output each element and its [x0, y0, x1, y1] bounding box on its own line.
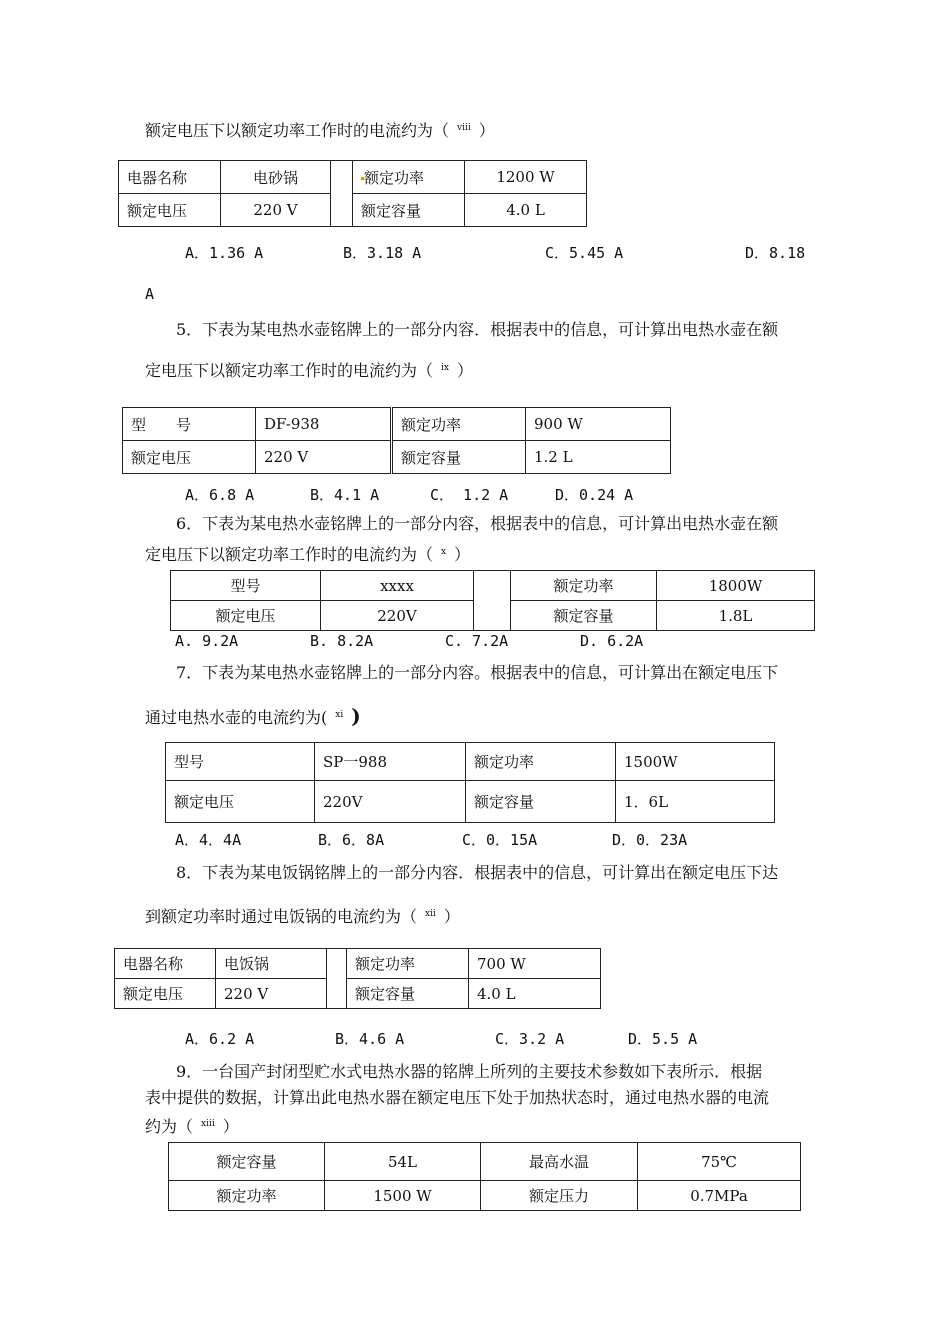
q6-line1: 6．下表为某电热水壶铭牌上的一部分内容，根据表中的信息，可计算出电热水壶在额 [176, 514, 779, 533]
table-cell: 700 W [469, 949, 601, 979]
q7-table [165, 742, 775, 823]
q8-table [114, 948, 601, 1009]
table-cell: 额定电压 [119, 194, 221, 227]
table-cell: 额定电压 [166, 781, 315, 823]
q5-table [122, 407, 671, 474]
table-cell [331, 161, 353, 227]
table-row [171, 571, 815, 601]
table-cell: 220 V [216, 979, 327, 1009]
q6-table [170, 570, 815, 631]
table-cell: 最高水温 [481, 1143, 638, 1181]
q8-option-d: D．5.5 A [628, 1030, 698, 1048]
table-cell: 220V [321, 601, 474, 631]
q5-option-a: A．6.8 A [185, 486, 255, 504]
table-cell: 额定电压 [115, 979, 216, 1009]
table-cell: 额定容量 [466, 781, 616, 823]
table-cell: 额定容量 [169, 1143, 325, 1181]
table-cell: 额定功率 [347, 949, 469, 979]
table-row [123, 408, 671, 441]
q9-table [168, 1142, 801, 1211]
q5-option-c: C． 1.2 A [430, 486, 509, 504]
table-cell: 220 V [221, 194, 331, 227]
table-cell: 0.7MPa [638, 1181, 801, 1211]
table-row [123, 441, 671, 474]
table-cell: xxxx [321, 571, 474, 601]
table-cell: 1500W [616, 743, 775, 781]
table-cell: 额定电压 [123, 441, 256, 474]
table-cell: 额定容量 [347, 979, 469, 1009]
table-cell: 900 W [526, 408, 671, 441]
table-cell: 1.8L [657, 601, 815, 631]
q4-text: 额定电压下以额定功率工作时的电流约为（ $^{viii}$ ） [145, 121, 495, 140]
table-row [115, 949, 601, 979]
table-cell: 75℃ [638, 1143, 801, 1181]
table-cell: 额定功率 [511, 571, 657, 601]
table-cell: 54L [325, 1143, 481, 1181]
table-row [119, 161, 587, 194]
table-cell: 额定功率 [392, 408, 526, 441]
q6-option-d: D. 6.2A [580, 632, 644, 650]
q6-line2: 定电压下以额定功率工作时的电流约为（ $^x$ ） [145, 545, 471, 564]
table-cell: 额定容量 [353, 194, 465, 227]
q4-option-b: B．3.18 A [343, 244, 422, 262]
table-cell: 电器名称 [115, 949, 216, 979]
table-cell: SP一988 [315, 743, 466, 781]
table-cell: 4.0 L [465, 194, 587, 227]
q8-option-c: C．3.2 A [495, 1030, 565, 1048]
table-cell: 1800W [657, 571, 815, 601]
q6-option-c: C. 7.2A [445, 632, 509, 650]
q8-line2: 到额定功率时通过电饭锅的电流约为（ $^{xii}$ ） [145, 907, 460, 926]
table-cell: 1．6L [616, 781, 775, 823]
table-cell: 1500 W [325, 1181, 481, 1211]
table-cell: 1200 W [465, 161, 587, 194]
table-cell: 型号 [166, 743, 315, 781]
table-cell: 额定功率 [466, 743, 616, 781]
table-row [166, 743, 775, 781]
table-cell: 额定容量 [511, 601, 657, 631]
table-cell: 额定功率 [353, 161, 465, 194]
table-cell: 电砂锅 [221, 161, 331, 194]
q7-option-d: D．0．23A [612, 831, 688, 849]
table-cell: 220V [315, 781, 466, 823]
q8-line1: 8．下表为某电饭锅铭牌上的一部分内容．根据表中的信息，可计算出在额定电压下达 [176, 863, 779, 882]
table-row [115, 979, 601, 1009]
q5-line1: 5．下表为某电热水壶铭牌上的一部分内容．根据表中的信息，可计算出电热水壶在额 [176, 320, 779, 339]
table-cell: 电器名称 [119, 161, 221, 194]
q9-line3: 约为（ $^{xiii}$ ） [145, 1117, 239, 1136]
q7-line1: 7．下表为某电热水壶铭牌上的一部分内容。根据表中的信息，可计算出在额定电压下 [176, 663, 779, 682]
table-cell [474, 571, 511, 631]
table-cell: 电饭锅 [216, 949, 327, 979]
q4-option-d-wrap: A [145, 285, 155, 303]
table-row [169, 1143, 801, 1181]
table-cell: 型 号 [123, 408, 256, 441]
table-cell: 220 V [256, 441, 392, 474]
table-cell: 额定功率 [169, 1181, 325, 1211]
q5-option-b: B．4.1 A [310, 486, 380, 504]
q7-option-c: C．0．15A [462, 831, 538, 849]
q7-line2: 通过电热水壶的电流约为( $^{xi}$ ) [145, 704, 361, 728]
q5-option-d: D．0.24 A [555, 486, 634, 504]
table-cell: 1.2 L [526, 441, 671, 474]
table-cell: 额定电压 [171, 601, 321, 631]
table-cell: 4.0 L [469, 979, 601, 1009]
q5-line2: 定电压下以额定功率工作时的电流约为（ $^{ix}$ ） [145, 361, 473, 380]
q6-option-b: B. 8.2A [310, 632, 374, 650]
q7-option-a: A．4．4A [175, 831, 242, 849]
q4-option-c: C．5.45 A [545, 244, 624, 262]
table-cell: 额定容量 [392, 441, 526, 474]
table-row [169, 1181, 801, 1211]
table-row [166, 781, 775, 823]
table-cell: DF-938 [256, 408, 392, 441]
q4-table [118, 160, 587, 227]
q9-line1: 9．一台国产封闭型贮水式电热水器的铭牌上所列的主要技术参数如下表所示．根据 [176, 1062, 763, 1081]
q8-option-a: A．6.2 A [185, 1030, 255, 1048]
q4-option-a: A．1.36 A [185, 244, 264, 262]
table-cell: 型号 [171, 571, 321, 601]
table-row [119, 194, 587, 227]
q6-option-a: A. 9.2A [175, 632, 239, 650]
q7-option-b: B．6．8A [318, 831, 385, 849]
q8-option-b: B．4.6 A [335, 1030, 405, 1048]
table-cell: 额定压力 [481, 1181, 638, 1211]
q4-option-d: D．8.18 [745, 244, 806, 262]
q9-line2: 表中提供的数据，计算出此电热水器在额定电压下处于加热状态时，通过电热水器的电流 [145, 1088, 770, 1107]
table-cell [327, 949, 347, 1009]
